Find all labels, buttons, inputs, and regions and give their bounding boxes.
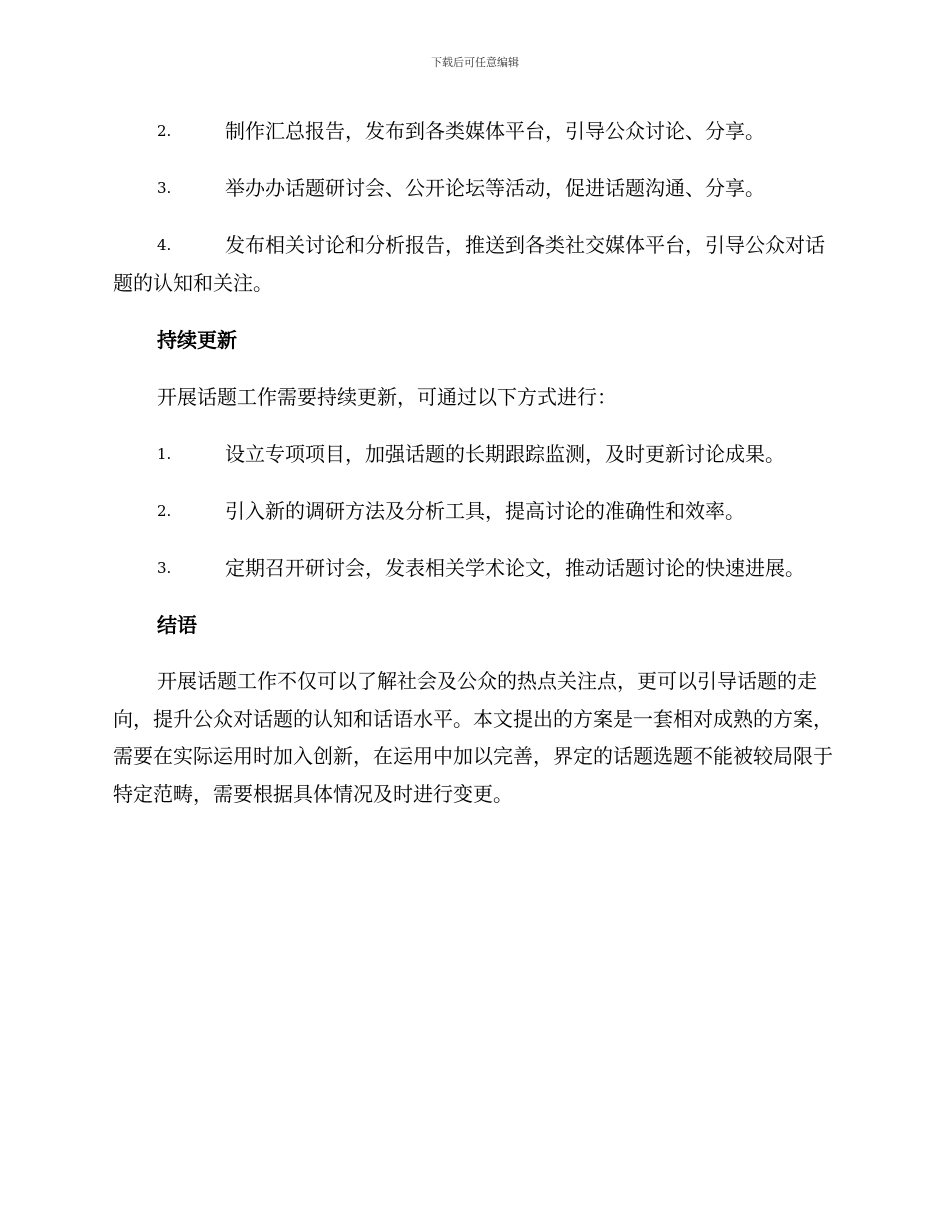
page-header: 下载后可任意编辑 xyxy=(431,56,519,69)
list-item xyxy=(113,492,835,530)
list-text: 引入新的调研方法及分析工具，提高讨论的准确性和效率。 xyxy=(225,499,745,523)
document-body xyxy=(113,112,835,832)
list-text: 定期召开研讨会，发表相关学术论文，推动话题讨论的快速进展。 xyxy=(225,556,805,580)
list-text: 发布相关讨论和分析报告，推送到各类社交媒体平台，引导公众对话题的认知和关注。 xyxy=(113,233,825,295)
list-item xyxy=(113,112,835,150)
list-item xyxy=(113,169,835,207)
section-heading-update: 持续更新 xyxy=(157,328,237,352)
section-intro: 开展话题工作需要持续更新，可通过以下方式进行： xyxy=(157,385,617,409)
list-item xyxy=(113,435,835,473)
list-number: 1. xyxy=(157,445,172,463)
list-number: 4. xyxy=(157,236,172,254)
list-item xyxy=(113,226,835,302)
list-number: 2. xyxy=(157,122,172,140)
list-text: 举办办话题研讨会、公开论坛等活动，促进话题沟通、分享。 xyxy=(225,176,765,200)
list-number: 3. xyxy=(157,179,172,197)
list-number: 3. xyxy=(157,559,172,577)
list-item xyxy=(113,549,835,587)
list-text: 设立专项项目，加强话题的长期跟踪监测，及时更新讨论成果。 xyxy=(225,442,785,466)
conclusion-paragraph: 开展话题工作不仅可以了解社会及公众的热点关注点，更可以引导话题的走向，提升公众对话题的认知和话语水平。本文提出的方案是一套相对成熟的方案，需要在实际运用时加入创新，在运用中加以完善，界定的话题选题不能被较局限于特定范畴，需要根据具体情况及时进行变更。 xyxy=(113,669,833,806)
list-number: 2. xyxy=(157,502,172,520)
list-text: 制作汇总报告，发布到各类媒体平台，引导公众讨论、分享。 xyxy=(225,119,765,143)
section-heading-conclusion: 结语 xyxy=(157,613,197,637)
